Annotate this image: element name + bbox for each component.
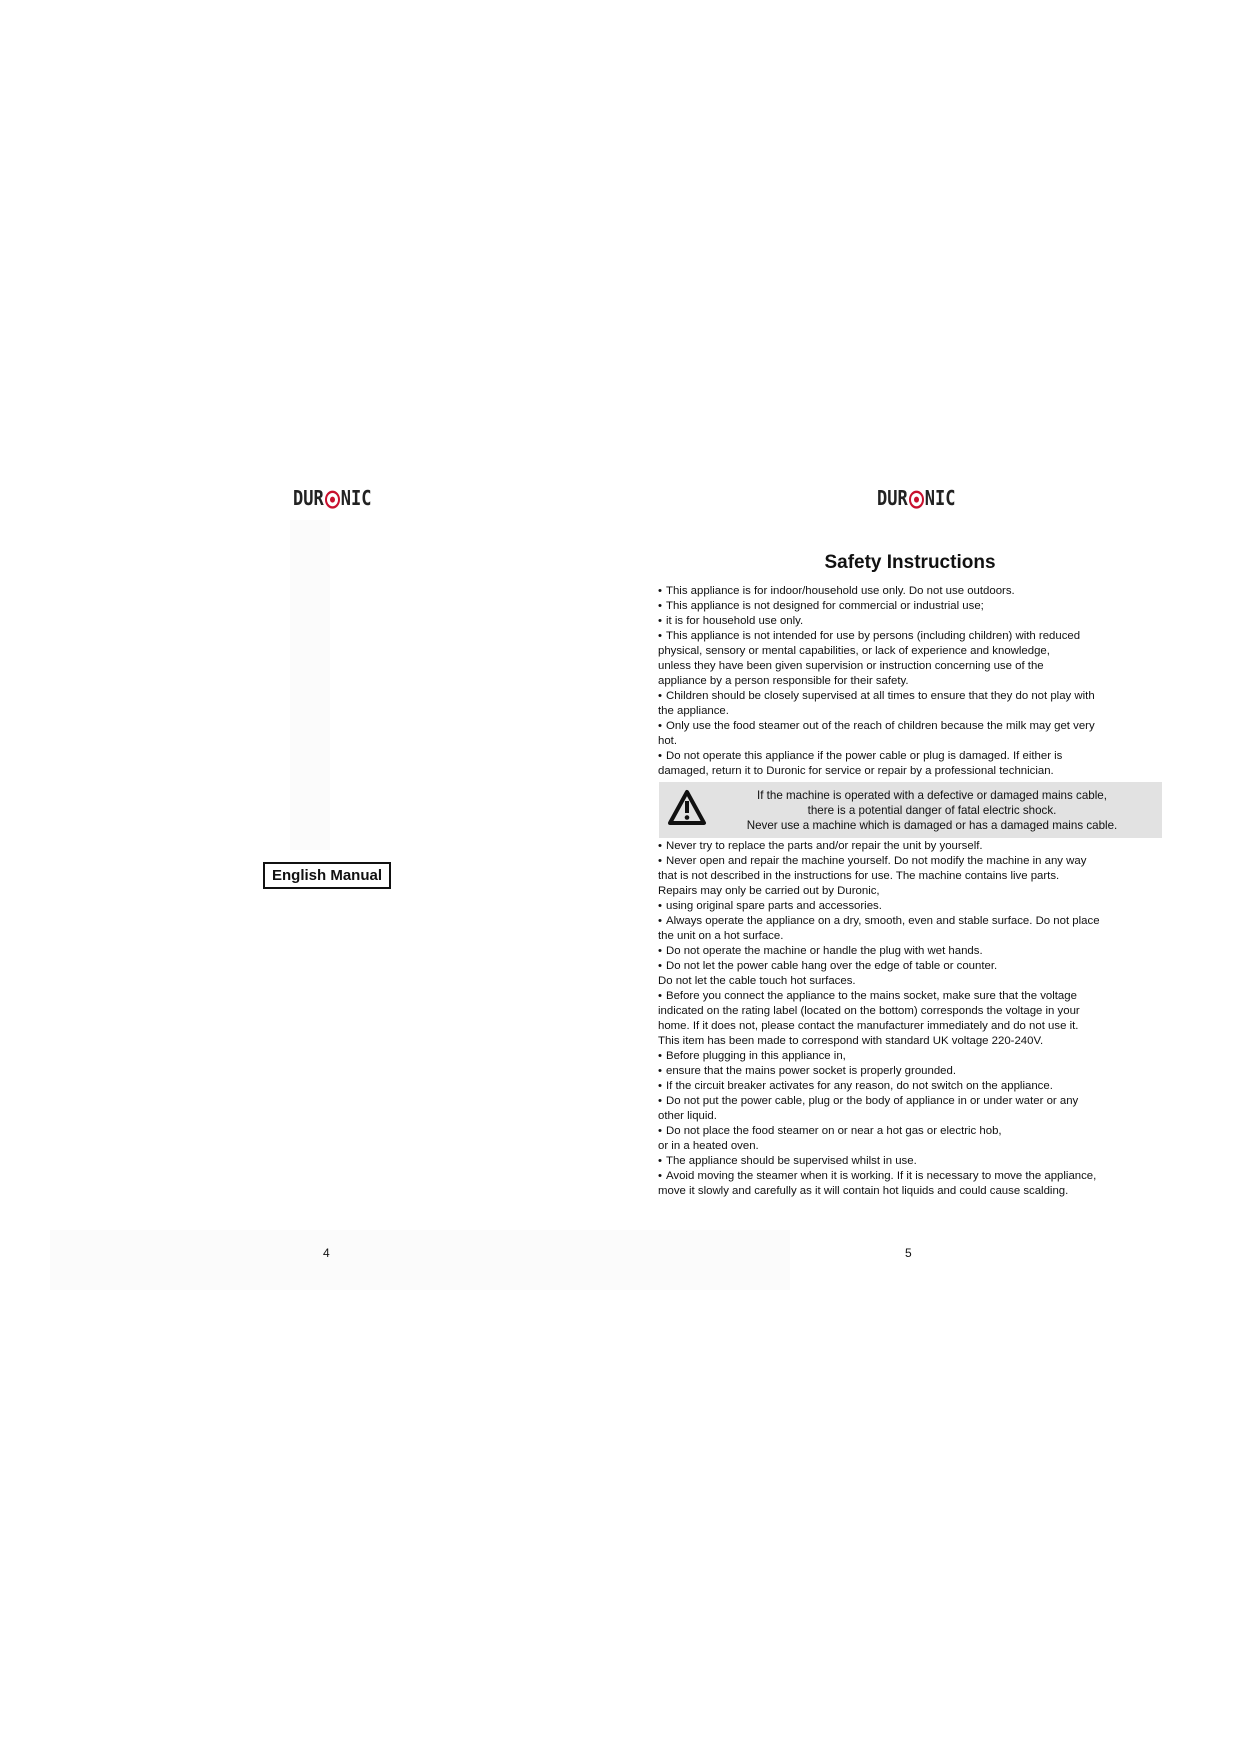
safety-item-text: The appliance should be supervised whilst in use. — [666, 1155, 917, 1167]
safety-item — [658, 749, 1148, 779]
warning-line: there is a potential danger of fatal electric shock. — [807, 804, 1057, 817]
safety-list-part-2 — [658, 839, 1148, 1199]
bullet: • — [658, 585, 662, 597]
safety-item — [658, 1079, 1148, 1094]
scan-shadow — [290, 520, 330, 850]
safety-item-continuation: that is not described in the instructions for use. The machine contains live parts. — [658, 870, 1060, 882]
safety-item-text: Do not operate this appliance if the power cable or plug is damaged. If either is — [666, 750, 1063, 762]
safety-item-text: Do not place the food steamer on or near a hot gas or electric hob, — [666, 1125, 1002, 1137]
safety-item — [658, 1094, 1148, 1124]
warning-line: If the machine is operated with a defective or damaged mains cable, — [757, 789, 1107, 802]
bullet: • — [658, 690, 662, 702]
safety-item — [658, 614, 1148, 629]
safety-item — [658, 1154, 1148, 1169]
bullet: • — [658, 990, 662, 1002]
safety-item — [658, 1169, 1148, 1199]
safety-item-continuation: hot. — [658, 735, 677, 747]
safety-item-text: This appliance is for indoor/household use only. Do not use outdoors. — [666, 585, 1015, 597]
logo-text-right: NIC — [340, 487, 372, 511]
safety-item-text: ensure that the mains power socket is properly grounded. — [666, 1065, 956, 1077]
safety-item — [658, 1064, 1148, 1079]
bullet: • — [658, 630, 662, 642]
safety-item — [658, 989, 1148, 1049]
bullet: • — [658, 915, 662, 927]
bullet: • — [658, 1170, 662, 1182]
safety-item-continuation: the appliance. — [658, 705, 729, 717]
safety-item-text: This appliance is not intended for use by persons (including children) with reduced — [666, 630, 1081, 642]
safety-item-text: Children should be closely supervised at all times to ensure that they do not play with — [666, 690, 1095, 702]
safety-item — [658, 1049, 1148, 1064]
safety-item-continuation: home. If it does not, please contact the manufacturer immediately and do not use it. — [658, 1020, 1079, 1032]
safety-item-text: Never open and repair the machine yourself. Do not modify the machine in any way — [666, 855, 1087, 867]
safety-item-continuation: damaged, return it to Duronic for service or repair by a professional technician. — [658, 765, 1054, 777]
bullet: • — [658, 1080, 662, 1092]
safety-item-text: it is for household use only. — [666, 615, 804, 627]
bullet: • — [658, 600, 662, 612]
safety-item-text: Never try to replace the parts and/or repair the unit by yourself. — [666, 840, 983, 852]
page-number-right: 5 — [905, 1246, 912, 1260]
safety-item-continuation: indicated on the rating label (located on the bottom) corresponds the voltage in your — [658, 1005, 1080, 1017]
english-manual-label: English Manual — [263, 862, 391, 889]
safety-item — [658, 899, 1148, 914]
safety-item-text: Do not put the power cable, plug or the body of appliance in or under water or any — [666, 1095, 1079, 1107]
bullet: • — [658, 1125, 662, 1137]
safety-item — [658, 719, 1148, 749]
logo-text-left: DUR — [877, 487, 908, 511]
logo-text-left: DUR — [293, 487, 324, 511]
safety-item-text: If the circuit breaker activates for any reason, do not switch on the appliance. — [666, 1080, 1053, 1092]
safety-item-text: Before you connect the appliance to the mains socket, make sure that the voltage — [666, 990, 1077, 1002]
safety-list-part-1 — [658, 584, 1148, 779]
scan-shadow — [50, 1230, 790, 1290]
bullet: • — [658, 1095, 662, 1107]
safety-item-text: Do not operate the machine or handle the plug with wet hands. — [666, 945, 983, 957]
bullet: • — [658, 900, 662, 912]
warning-line: Never use a machine which is damaged or has a damaged mains cable. — [746, 819, 1118, 832]
safety-item — [658, 839, 1148, 854]
bullet: • — [658, 855, 662, 867]
safety-item-continuation: unless they have been given supervision or instruction concerning use of the — [658, 660, 1044, 672]
bullet: • — [658, 750, 662, 762]
bullet: • — [658, 945, 662, 957]
logo-text-right: NIC — [924, 487, 956, 511]
safety-item-text: This appliance is not designed for commercial or industrial use; — [666, 600, 984, 612]
warning-box — [659, 782, 1162, 838]
safety-item — [658, 914, 1148, 944]
safety-item — [658, 629, 1148, 689]
safety-item — [658, 689, 1148, 719]
power-o-icon — [325, 490, 340, 508]
bullet: • — [658, 960, 662, 972]
safety-instructions-title: Safety Instructions — [824, 552, 996, 573]
power-o-icon — [909, 490, 924, 508]
safety-item-continuation: This item has been made to correspond with standard UK voltage 220-240V. — [658, 1035, 1044, 1047]
duronic-logo — [293, 483, 371, 514]
safety-item-continuation: physical, sensory or mental capabilities, or lack of experience and knowledge, — [658, 645, 1050, 657]
safety-item — [658, 584, 1148, 599]
safety-item — [658, 854, 1148, 899]
safety-item-continuation: other liquid. — [658, 1110, 717, 1122]
safety-item-continuation: appliance by a person responsible for their safety. — [658, 675, 909, 687]
safety-item-text: Always operate the appliance on a dry, smooth, even and stable surface. Do not place — [666, 915, 1100, 927]
safety-item — [658, 599, 1148, 614]
safety-item — [658, 1124, 1148, 1154]
safety-item-continuation: move it slowly and carefully as it will contain hot liquids and could cause scalding. — [658, 1185, 1069, 1197]
safety-item — [658, 944, 1148, 959]
bullet: • — [658, 840, 662, 852]
safety-item-text: using original spare parts and accessories. — [666, 900, 882, 912]
safety-item-continuation: or in a heated oven. — [658, 1140, 759, 1152]
warning-triangle-icon — [667, 788, 707, 828]
bullet: • — [658, 1050, 662, 1062]
bullet: • — [658, 615, 662, 627]
safety-item-continuation: Do not let the cable touch hot surfaces. — [658, 975, 856, 987]
safety-item-text: Do not let the power cable hang over the edge of table or counter. — [666, 960, 998, 972]
safety-item-continuation: Repairs may only be carried out by Duronic, — [658, 885, 880, 897]
safety-item-text: Avoid moving the steamer when it is working. If it is necessary to move the appliance, — [666, 1170, 1097, 1182]
safety-item — [658, 959, 1148, 989]
bullet: • — [658, 1065, 662, 1077]
safety-item-text: Before plugging in this appliance in, — [666, 1050, 846, 1062]
bullet: • — [658, 1155, 662, 1167]
page-number-left: 4 — [323, 1246, 330, 1260]
duronic-logo — [877, 483, 955, 514]
safety-item-continuation: the unit on a hot surface. — [658, 930, 784, 942]
safety-item-text: Only use the food steamer out of the reach of children because the milk may get very — [666, 720, 1095, 732]
bullet: • — [658, 720, 662, 732]
warning-text — [707, 788, 1157, 833]
